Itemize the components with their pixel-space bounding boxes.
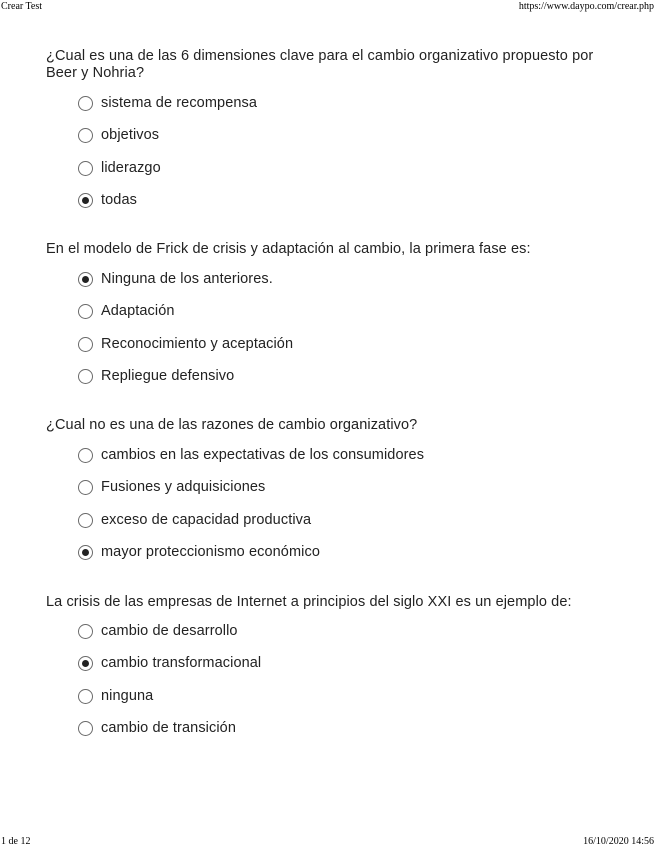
question-3-option-4[interactable] <box>78 543 320 561</box>
radio-dot-icon <box>82 276 89 283</box>
question-1-option-4[interactable] <box>78 191 137 209</box>
radio-button[interactable] <box>78 689 93 704</box>
question-1-option-1[interactable] <box>78 94 257 112</box>
question-1-text: ¿Cual es una de las 6 dimensiones clave para el cambio organizativo propuesto por Beer y Nohria? <box>46 48 594 81</box>
option-label: sistema de recompensa <box>101 95 258 111</box>
option-label: todas <box>101 192 137 208</box>
option-label: cambios en las expectativas de los consumidores <box>101 447 425 463</box>
radio-button[interactable] <box>78 304 93 319</box>
question-3-option-3[interactable] <box>78 511 311 529</box>
radio-button[interactable] <box>78 545 93 560</box>
option-label: cambio de transición <box>101 720 236 736</box>
question-4-option-3[interactable] <box>78 687 153 705</box>
option-label: liderazgo <box>101 160 161 176</box>
option-label: ninguna <box>101 688 154 704</box>
radio-button[interactable] <box>78 337 93 352</box>
radio-dot-icon <box>82 660 89 667</box>
question-2-option-3[interactable] <box>78 335 293 353</box>
option-label: mayor proteccionismo económico <box>101 544 320 560</box>
radio-button[interactable] <box>78 272 93 287</box>
radio-button[interactable] <box>78 369 93 384</box>
option-label: Repliegue defensivo <box>101 368 235 384</box>
radio-dot-icon <box>82 549 89 556</box>
question-4-option-4[interactable] <box>78 719 236 737</box>
radio-button[interactable] <box>78 513 93 528</box>
option-label: objetivos <box>101 127 160 143</box>
radio-button[interactable] <box>78 480 93 495</box>
option-label: Reconocimiento y aceptación <box>101 336 294 352</box>
question-2-option-4[interactable] <box>78 367 234 385</box>
print-footer-page: 1 de 12 <box>1 836 31 847</box>
radio-button[interactable] <box>78 96 93 111</box>
radio-button[interactable] <box>78 128 93 143</box>
question-2-text: En el modelo de Frick de crisis y adaptación al cambio, la primera fase es: <box>46 241 531 257</box>
option-label: Ninguna de los anteriores. <box>101 271 273 287</box>
print-header-url: https://www.daypo.com/crear.php <box>518 1 654 12</box>
question-3-text: ¿Cual no es una de las razones de cambio organizativo? <box>46 417 418 433</box>
radio-button[interactable] <box>78 656 93 671</box>
option-label: exceso de capacidad productiva <box>101 512 312 528</box>
print-footer-datetime: 16/10/2020 14:56 <box>583 836 654 847</box>
radio-dot-icon <box>82 197 89 204</box>
question-1-option-3[interactable] <box>78 159 161 177</box>
print-header-title: Crear Test <box>1 1 43 12</box>
question-3-option-2[interactable] <box>78 478 265 496</box>
radio-button[interactable] <box>78 624 93 639</box>
question-4-text: La crisis de las empresas de Internet a principios del siglo XXI es un ejemplo de: <box>46 594 572 610</box>
option-label: Adaptación <box>101 303 175 319</box>
question-2-option-1[interactable] <box>78 270 273 288</box>
option-label: Fusiones y adquisiciones <box>101 479 266 495</box>
radio-button[interactable] <box>78 161 93 176</box>
question-1-option-2[interactable] <box>78 126 159 144</box>
option-label: cambio de desarrollo <box>101 623 238 639</box>
question-2-option-2[interactable] <box>78 302 175 320</box>
radio-button[interactable] <box>78 448 93 463</box>
question-4-option-2[interactable] <box>78 654 261 672</box>
question-4-option-1[interactable] <box>78 622 238 640</box>
question-3-option-1[interactable] <box>78 446 424 464</box>
radio-button[interactable] <box>78 721 93 736</box>
radio-button[interactable] <box>78 193 93 208</box>
option-label: cambio transformacional <box>101 655 262 671</box>
